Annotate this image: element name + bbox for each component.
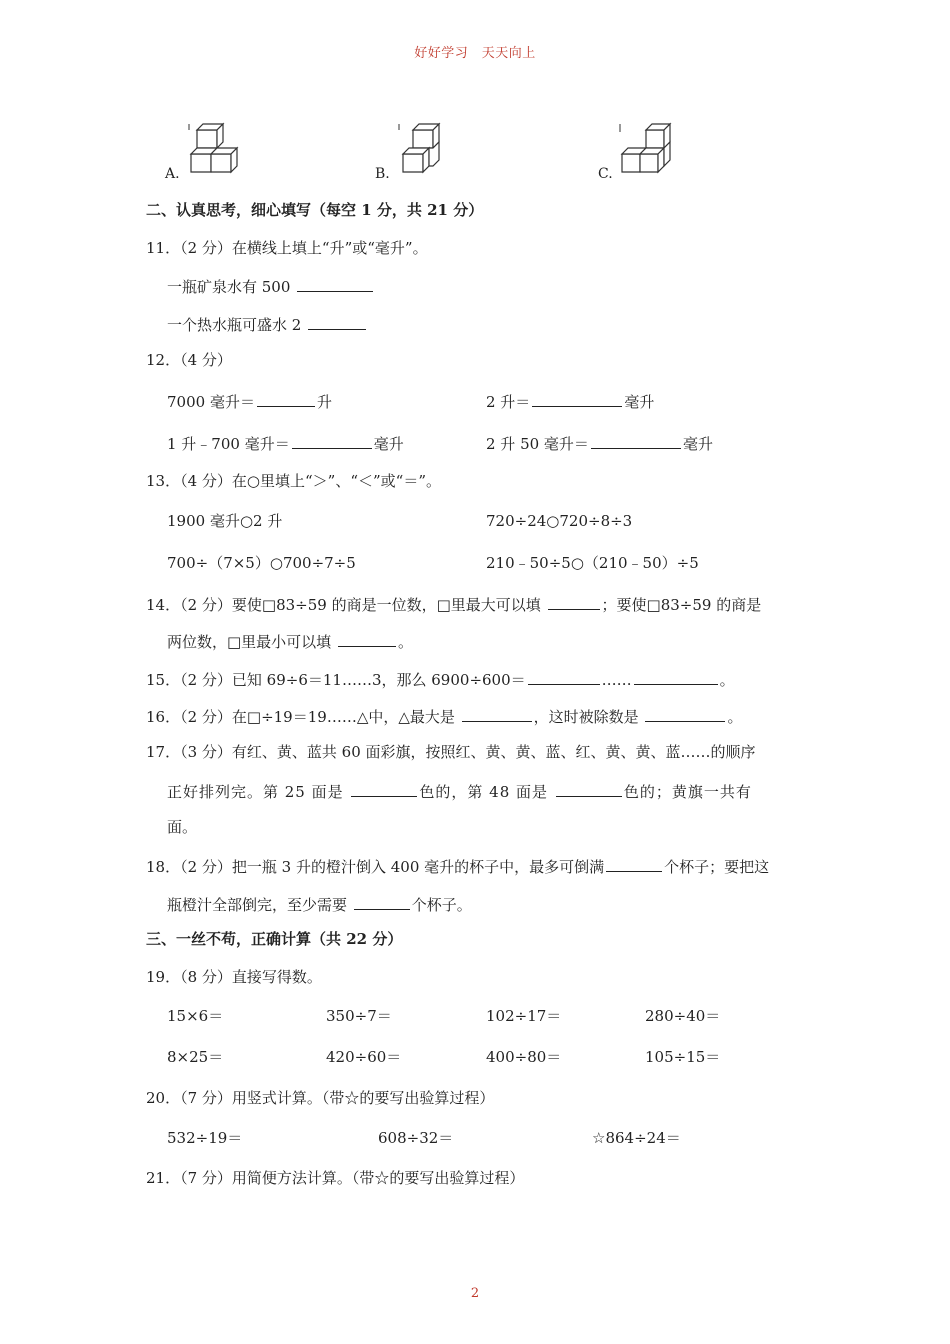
q11-blank-1[interactable] xyxy=(297,275,373,292)
q11-line-2 xyxy=(167,313,368,335)
cube-figure-c-icon xyxy=(616,120,696,178)
q17-line-2 xyxy=(167,780,752,802)
q14-blank-1[interactable] xyxy=(548,593,600,610)
q12-a-pre: 7000 毫升＝ xyxy=(167,393,255,411)
option-c-label: C. xyxy=(598,166,613,182)
q20-item-3: ☆864÷24＝ xyxy=(592,1129,681,1147)
cube-figure-b-icon xyxy=(393,120,473,178)
q12-a-post: 升 xyxy=(316,393,332,411)
q14-text-1: 14．（2 分）要使□83÷59 的商是一位数，□里最大可以填 xyxy=(146,596,541,614)
q11-stem: 11．（2 分）在横线上填上“升”或“毫升”。 xyxy=(146,239,428,257)
q16-blank-2[interactable] xyxy=(645,705,725,722)
q18-text-2: 个杯子；要把这 xyxy=(664,858,770,876)
q15-text-1: 15．（2 分）已知 69÷6＝11……3，那么 6900÷600＝ xyxy=(146,671,526,689)
q14-line-2 xyxy=(167,630,413,652)
q13-d: 210﹣50÷5○（210﹣50）÷5 xyxy=(486,554,699,572)
q12-d-post: 毫升 xyxy=(682,435,713,453)
q19-r2-c2: 420÷60＝ xyxy=(326,1048,402,1066)
q12-c-post: 毫升 xyxy=(373,435,404,453)
option-b-label: B. xyxy=(375,166,390,182)
q18-blank-2[interactable] xyxy=(354,893,410,910)
q21-stem: 21．（7 分）用简便方法计算。（带☆的要写出验算过程） xyxy=(146,1169,525,1187)
q19-r1-c3: 102÷17＝ xyxy=(486,1007,562,1025)
q11-blank-2[interactable] xyxy=(308,313,366,330)
q13-b: 720÷24○720÷8÷3 xyxy=(486,512,633,530)
q20-item-1: 532÷19＝ xyxy=(167,1129,243,1147)
q13-a: 1900 毫升○2 升 xyxy=(167,512,283,530)
q12-d-blank[interactable] xyxy=(591,432,681,449)
option-b xyxy=(375,120,495,182)
q16-text-2: ，这时被除数是 xyxy=(533,708,639,726)
q18-text-4: 个杯子。 xyxy=(411,896,472,914)
q15-blank-2[interactable] xyxy=(634,668,718,685)
q16-blank-1[interactable] xyxy=(462,705,532,722)
q20-stem: 20．（7 分）用竖式计算。（带☆的要写出验算过程） xyxy=(146,1089,495,1107)
q12-d-pre: 2 升 50 毫升＝ xyxy=(486,435,589,453)
q20-item-2: 608÷32＝ xyxy=(378,1129,454,1147)
option-c xyxy=(598,120,718,182)
option-a-label: A. xyxy=(165,166,180,182)
q13-stem: 13．（4 分）在○里填上“＞”、“＜”或“＝”。 xyxy=(146,472,441,490)
q19-r2-c4: 105÷15＝ xyxy=(645,1048,721,1066)
q12-c-pre: 1 升﹣700 毫升＝ xyxy=(167,435,290,453)
q18-line-2 xyxy=(167,893,472,915)
q18-text-3: 瓶橙汁全部倒完，至少需要 xyxy=(167,896,348,914)
q12-b-pre: 2 升＝ xyxy=(486,393,531,411)
q12-c-blank[interactable] xyxy=(292,432,372,449)
q12-a xyxy=(167,390,332,412)
q11-line-1-text: 一瓶矿泉水有 500 xyxy=(167,278,291,296)
q16-line xyxy=(146,705,742,727)
q19-stem: 19．（8 分）直接写得数。 xyxy=(146,968,322,986)
q18-text-1: 18．（2 分）把一瓶 3 升的橙汁倒入 400 毫升的杯子中，最多可倒满 xyxy=(146,858,605,876)
q17-text-2: 色的，第 48 面是 xyxy=(419,783,549,801)
q12-a-blank[interactable] xyxy=(257,390,315,407)
option-a xyxy=(165,120,285,182)
cube-figure-a-icon xyxy=(183,120,263,178)
q14-line-1 xyxy=(146,593,761,615)
q15-text-2: …… xyxy=(601,671,632,689)
q14-blank-2[interactable] xyxy=(338,630,396,647)
q14-text-2: ；要使□83÷59 的商是 xyxy=(601,596,762,614)
q18-blank-1[interactable] xyxy=(606,855,662,872)
section-2-title: 二、认真思考，细心填写（每空 1 分，共 21 分） xyxy=(146,201,484,219)
q19-r1-c2: 350÷7＝ xyxy=(326,1007,392,1025)
q16-text-3: 。 xyxy=(727,708,743,726)
q15-blank-1[interactable] xyxy=(528,668,600,685)
q19-r1-c1: 15×6＝ xyxy=(167,1007,224,1025)
q12-c xyxy=(167,432,404,454)
q17-text-1: 正好排列完。第 25 面是 xyxy=(167,783,344,801)
q12-d xyxy=(486,432,713,454)
q17-blank-1[interactable] xyxy=(351,780,417,797)
q12-b xyxy=(486,390,654,412)
q18-line-1 xyxy=(146,855,769,877)
q13-c: 700÷（7×5）○700÷7÷5 xyxy=(167,554,356,572)
q16-text-1: 16．（2 分）在□÷19＝19……△中，△最大是 xyxy=(146,708,455,726)
q11-line-1 xyxy=(167,275,375,297)
q17-line-3: 面。 xyxy=(167,818,198,836)
page-header: 好好学习 天天向上 xyxy=(414,46,536,61)
q15-line xyxy=(146,668,735,690)
q19-r1-c4: 280÷40＝ xyxy=(645,1007,721,1025)
q12-b-post: 毫升 xyxy=(624,393,655,411)
q12-stem: 12．（4 分） xyxy=(146,351,232,369)
q11-line-2-text: 一个热水瓶可盛水 2 xyxy=(167,316,302,334)
q15-text-3: 。 xyxy=(719,671,735,689)
q17-blank-2[interactable] xyxy=(556,780,622,797)
section-3-title: 三、一丝不苟，正确计算（共 22 分） xyxy=(146,930,403,948)
q12-b-blank[interactable] xyxy=(532,390,622,407)
page-number: 2 xyxy=(470,1286,480,1301)
q14-text-3: 两位数，□里最小可以填 xyxy=(167,633,332,651)
q19-r2-c3: 400÷80＝ xyxy=(486,1048,562,1066)
q17-text-3: 色的；黄旗一共有 xyxy=(623,783,752,801)
q19-r2-c1: 8×25＝ xyxy=(167,1048,224,1066)
q14-text-4: 。 xyxy=(397,633,413,651)
q17-line-1: 17．（3 分）有红、黄、蓝共 60 面彩旗，按照红、黄、黄、蓝、红、黄、黄、蓝……的顺序 xyxy=(146,743,756,761)
